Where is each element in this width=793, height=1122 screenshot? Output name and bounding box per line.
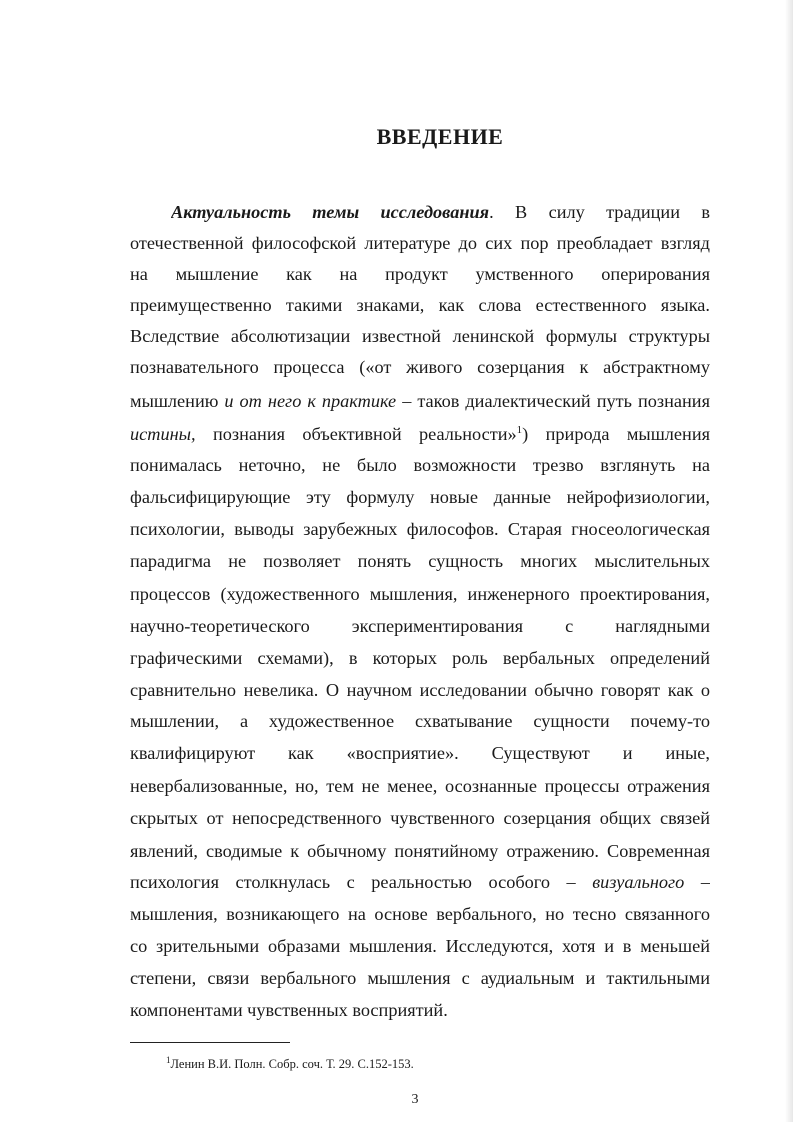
text-line: мышлению и от него к практике – таков диалектический путь познания <box>130 391 710 411</box>
text-line: Актуальность темы исследования. В силу традиции в <box>171 202 710 222</box>
text-line: процессов (художественного мышления, инженерного проектирования, <box>130 584 710 604</box>
text-line: степени, связи вербального мышления с аудиальным и тактильными <box>130 968 710 988</box>
text-line: фальсифицирующие эту формулу новые данные нейрофизиологии, <box>130 487 710 507</box>
text-line: со зрительными образами мышления. Исследуются, хотя и в меньшей <box>130 936 710 956</box>
text-line: компонентами чувственных восприятий. <box>130 1000 448 1020</box>
text-line: отечественной философской литературе до сих пор преобладает взгляд <box>130 233 710 253</box>
text-line: явлений, сводимые к обычному понятийному отражению. Современная <box>130 841 710 861</box>
section-title: ВВЕДЕНИЕ <box>376 124 504 149</box>
text-line: мышления, возникающего на основе вербального, но тесно связанного <box>130 904 710 924</box>
text-line: скрытых от непосредственного чувственного созерцания общих связей <box>130 808 710 828</box>
text-line: мышлении, а художественное схватывание сущности почему-то <box>130 711 710 731</box>
text-line: преимущественно такими знаками, как слова естественного языка. <box>130 295 710 315</box>
text-line: научно-теоретического экспериментирования с наглядными <box>130 616 710 636</box>
text-line: сравнительно невелика. О научном исследовании обычно говорят как о <box>130 680 710 700</box>
footnote-divider <box>130 1042 290 1043</box>
page-number: 3 <box>411 1092 419 1107</box>
footnote-text: Ленин В.И. Полн. Собр. соч. Т. 29. С.152-153. <box>170 1057 414 1071</box>
text-line: квалифицируют как «восприятие». Существуют и иные, <box>130 743 710 763</box>
footnote-marker: 1 <box>516 423 523 436</box>
footnote <box>166 1056 414 1072</box>
text-line: на мышление как на продукт умственного оперирования <box>130 264 710 284</box>
text-line: истины, познания объективной реальности»$^1$) природа мышления <box>130 423 710 444</box>
text-line: парадигма не позволяет понять сущность многих мыслительных <box>130 551 710 571</box>
page-edge-shadow <box>785 0 793 1122</box>
text-line: психологии, выводы зарубежных философов. Старая гносеологическая <box>130 519 710 539</box>
text-line: познавательного процесса («от живого созерцания к абстрактному <box>130 357 710 377</box>
paragraph-lead: Актуальность темы исследования <box>171 202 490 222</box>
footnote-number: 1 <box>166 1054 171 1065</box>
text-line: Вследствие абсолютизации известной ленинской формулы структуры <box>130 326 710 346</box>
text-line: психология столкнулась с реальностью особого – визуального – <box>130 872 710 892</box>
text-line: понималась неточно, не было возможности трезво взглянуть на <box>130 455 710 475</box>
text-line: невербализованные, но, тем не менее, осознанные процессы отражения <box>130 776 710 796</box>
text-line: графическими схемами), в которых роль вербальных определений <box>130 648 710 668</box>
